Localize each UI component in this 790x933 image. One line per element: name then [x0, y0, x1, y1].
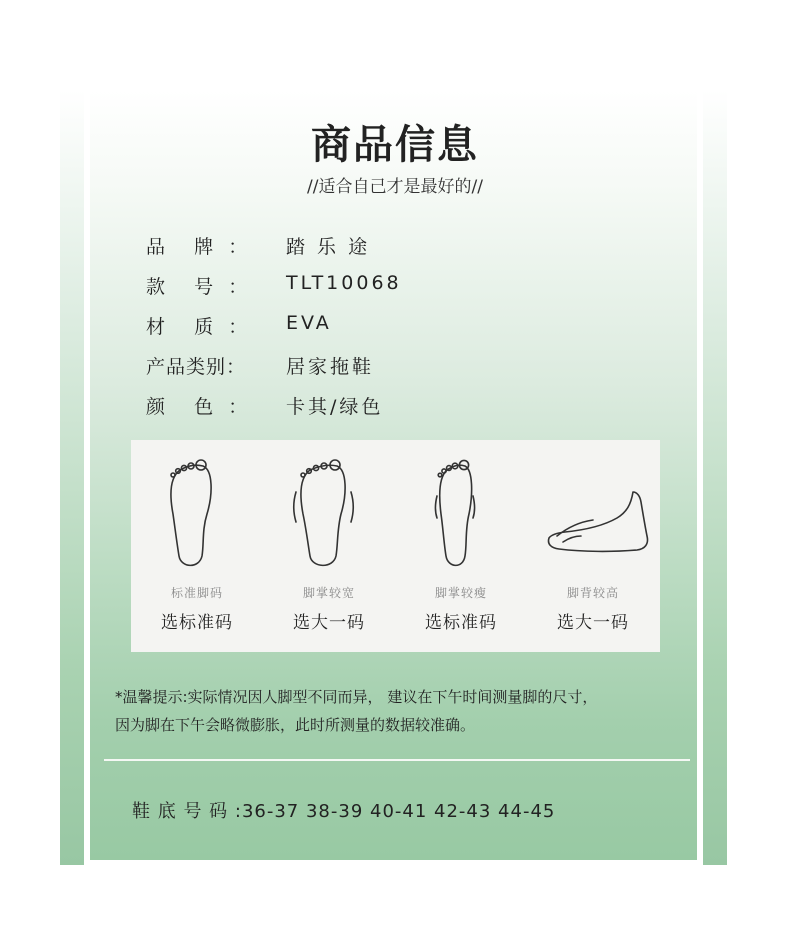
foot-recommendation: 选标准码: [161, 613, 233, 633]
foot-guide-item: [395, 440, 527, 652]
high-instep-foot-icon: [543, 456, 653, 576]
info-value: 卡其/绿色: [286, 396, 384, 418]
divider: [104, 759, 690, 761]
info-label: 颜 色 ：: [146, 396, 249, 418]
page-title: 商品信息: [311, 121, 479, 168]
foot-recommendation: 选标准码: [425, 613, 497, 633]
foot-caption: 标准脚码: [170, 586, 223, 600]
sole-size-list: 鞋 底 号 码 :36-37 38-39 40-41 42-43 44-45: [132, 801, 556, 822]
standard-foot-icon: [147, 456, 247, 576]
left-decor-stripe: [60, 90, 84, 865]
foot-recommendation: 选大一码: [293, 613, 365, 633]
info-value: TLT10068: [286, 272, 402, 294]
foot-caption: 脚背较高: [566, 586, 619, 600]
info-label: 材 质 ：: [146, 316, 249, 338]
measurement-tip: [115, 683, 695, 739]
info-value: 居家拖鞋: [286, 356, 375, 378]
tip-line: 因为脚在下午会略微膨胀，此时所测量的数据较准确。: [115, 716, 476, 734]
thin-foot-icon: [411, 456, 511, 576]
foot-guide-item: [263, 440, 395, 652]
right-decor-stripe: [703, 90, 727, 865]
foot-caption: 脚掌较宽: [302, 586, 355, 600]
info-value: EVA: [286, 312, 332, 334]
tip-line: *温馨提示:实际情况因人脚型不同而异， 建议在下午时间测量脚的尺寸，: [115, 688, 598, 706]
wide-foot-icon: [279, 456, 379, 576]
foot-guide-item: [527, 440, 659, 652]
foot-size-guide: [131, 440, 660, 652]
info-label: 品 牌 ：: [146, 236, 249, 258]
info-label: 产品类别：: [146, 356, 247, 378]
foot-recommendation: 选大一码: [557, 613, 629, 633]
info-value: 踏 乐 途: [286, 236, 371, 258]
page-subtitle: //适合自己才是最好的//: [307, 177, 483, 197]
foot-caption: 脚掌较瘦: [434, 586, 487, 600]
foot-guide-item: [131, 440, 263, 652]
info-label: 款 号 ：: [146, 276, 249, 298]
